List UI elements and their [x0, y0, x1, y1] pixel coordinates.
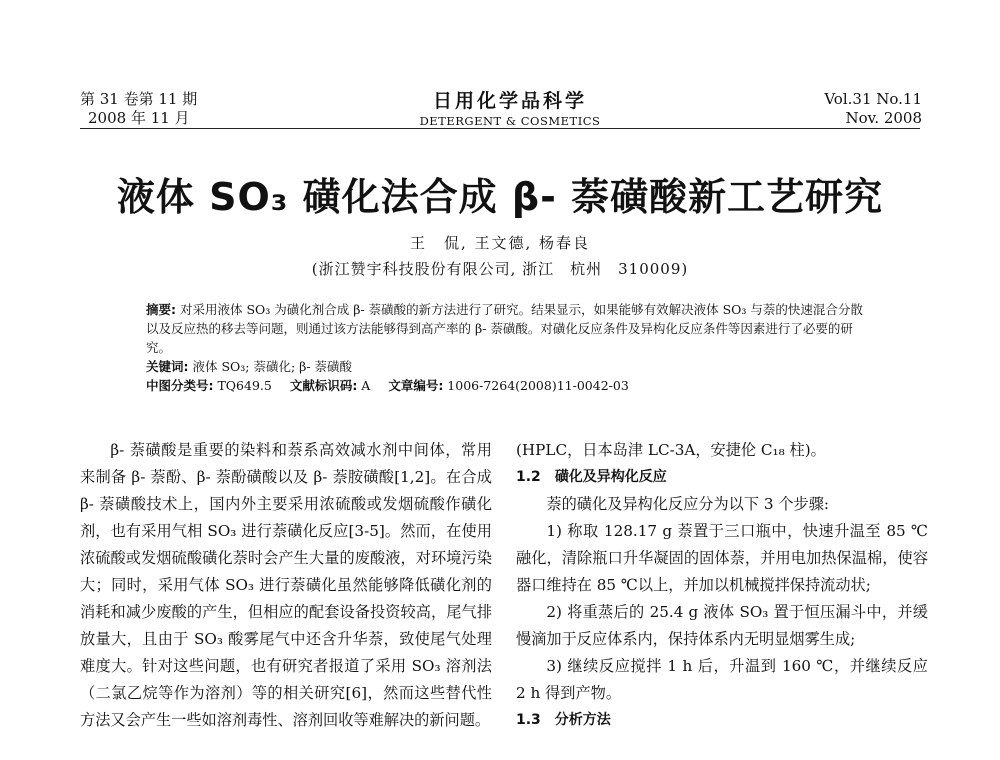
- doc-code-value: A: [357, 378, 371, 393]
- authors: 王 侃, 王文德, 杨春良: [409, 234, 591, 252]
- running-header-right: [824, 90, 922, 128]
- clc-label: 中图分类号:: [146, 378, 214, 393]
- issue-date-cn: 2008 年 11 月: [88, 109, 190, 127]
- running-header-left: [80, 90, 197, 128]
- body-column-right: [516, 437, 928, 734]
- doc-code-label: 文献标识码:: [289, 378, 358, 393]
- volume-en: Vol.31 No.11: [824, 90, 922, 108]
- keywords-label: 关键词:: [146, 359, 189, 374]
- section-number: 1.2: [516, 469, 541, 485]
- keywords: [146, 357, 866, 376]
- section-heading-1-3: 1.3 分析方法: [516, 712, 611, 728]
- abstract-text: 对采用液体 SO₃ 为磺化剂合成 β- 萘磺酸的新方法进行了研究。结果显示，如果能够有效解决液体 SO₃ 与萘的快速混合分散以及反应热的移去等问题，则通过该方法能够得到高产率的 β- 萘磺酸。对磺化反应条件及异构化反应条件等因素进行了必要的研究。: [146, 302, 863, 355]
- issue-date-en: Nov. 2008: [845, 109, 922, 127]
- section-title: 磺化及异构化反应: [554, 469, 667, 485]
- keywords-text: 液体 SO₃; 萘磺化; β- 萘磺酸: [188, 359, 353, 374]
- article-no-label: 文章编号:: [388, 378, 444, 393]
- volume-issue: 第 31 卷第 11 期: [80, 90, 198, 108]
- section-heading-1-2: [516, 464, 928, 491]
- abstract: [146, 300, 866, 357]
- header-rule: [80, 128, 920, 129]
- abstract-label: 摘要:: [146, 302, 176, 317]
- journal-name-cn: 日用化学品科学: [432, 90, 587, 112]
- article-no-value: 1006-7264(2008)11-0042-03: [443, 378, 629, 393]
- body-column-left: [80, 437, 492, 734]
- affiliation: (浙江赞宇科技股份有限公司, 浙江 杭州 310009): [311, 260, 689, 278]
- intro-paragraph: β- 萘磺酸是重要的染料和萘系高效减水剂中间体，常用来制备 β- 萘酚、β- 萘酚磺酸以及 β- 萘胺磺酸[1,2]。在合成 β- 萘磺酸技术上，国内外主要采用浓硫酸或发烟硫酸作磺化剂，也有采用气相 SO₃ 进行萘磺化反应[3-5]。然而，在使用浓硫酸或发烟硫酸磺化萘时会产生大量的废酸液，对环境污染大；同时，采用气体 SO₃ 进行萘磺化虽然能够降低磺化剂的消耗和减少废酸的产生，但相应的配套设备投资较高，尾气排放量大，且由于 SO₃ 酸雾尾气中还含升华萘，致使尾气处理难度大。针对这些问题，也有研究者报道了采用 SO₃ 溶剂法（二氯乙烷等作为溶剂）等的相关研究[6]，然而这些替代性方法又会产生一些如溶剂毒性、溶剂回收等难解决的新问题。: [80, 441, 492, 729]
- clc-value: TQ649.5: [213, 378, 272, 393]
- journal-name-en: DETERGENT & COSMETICS: [419, 114, 601, 128]
- step-3: 3) 继续反应搅拌 1 h 后，升温到 160 ℃，并继续反应 2 h 得到产物。: [516, 657, 928, 702]
- steps-intro: 萘的磺化及异构化反应分为以下 3 个步骤:: [546, 495, 830, 513]
- journal-name: [400, 86, 620, 128]
- abstract-block: [146, 300, 866, 395]
- hplc-line: (HPLC，日本岛津 LC-3A，安捷伦 C₁₈ 柱)。: [516, 441, 826, 459]
- step-1: 1) 称取 128.17 g 萘置于三口瓶中，快速升温至 85 ℃融化，清除瓶口升华凝固的固体萘，并用电加热保温棉，使容器口维持在 85 ℃以上，并加以机械搅拌保持流动状;: [516, 522, 928, 594]
- paper-title: 液体 SO₃ 磺化法合成 β- 萘磺酸新工艺研究: [116, 175, 884, 219]
- step-2: 2) 将重蒸后的 25.4 g 液体 SO₃ 置于恒压漏斗中，并缓慢滴加于反应体系内，保持体系内无明显烟雾生成;: [516, 603, 928, 648]
- classification-line: [146, 376, 866, 395]
